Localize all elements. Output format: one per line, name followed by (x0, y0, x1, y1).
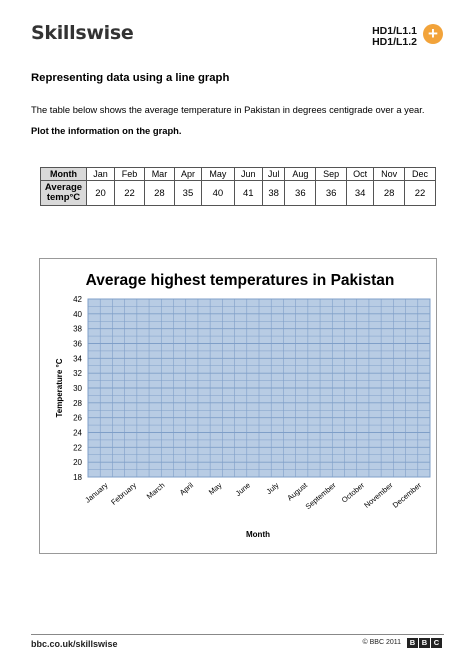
table-cell-temp: 22 (115, 181, 145, 206)
chart-y-tick-label: 30 (73, 384, 82, 393)
table-cell-temp: 36 (316, 181, 347, 206)
table-cell-temp: 20 (87, 181, 115, 206)
table-cell-month: Nov (374, 168, 405, 181)
chart-x-tick-label: February (109, 480, 139, 507)
chart-y-tick-label: 38 (73, 324, 82, 334)
chart-x-tick-label: October (339, 480, 367, 505)
chart-y-tick-label: 22 (73, 443, 82, 453)
table-cell-temp: 38 (262, 181, 285, 206)
table-cell-month: May (202, 168, 235, 181)
table-cell-month: Sep (316, 168, 347, 181)
worksheet-intro: The table below shows the average temperature in Pakistan in degrees centigrade over a year. (31, 104, 425, 115)
chart-y-tick-label: 36 (73, 339, 82, 349)
chart-title: Average highest temperatures in Pakistan (85, 272, 395, 289)
bbc-logo-block: C (431, 638, 442, 648)
table-cell-temp: 28 (374, 181, 405, 206)
chart-y-tick-label: 20 (73, 458, 82, 468)
chart-x-tick-label: July (264, 480, 281, 497)
footer-copyright: © BBC 2011 (362, 639, 401, 646)
table-header-month: Month (41, 168, 87, 181)
chart-y-tick-label: 42 (73, 295, 82, 304)
worksheet-title: Representing data using a line graph (31, 72, 230, 84)
table-cell-temp: 22 (405, 181, 436, 206)
bbc-logo (407, 638, 442, 648)
chart-y-tick-label: 26 (73, 413, 82, 423)
table-row-months (41, 168, 436, 181)
chart-x-tick-label: June (233, 480, 253, 498)
level-code-2: HD1/L1.2 (372, 36, 417, 48)
table-cell-temp: 34 (347, 181, 374, 206)
chart-x-tick-label: August (285, 480, 310, 503)
chart-x-tick-label: December (390, 480, 424, 510)
table-cell-temp: 35 (174, 181, 201, 206)
table-header-temp (41, 181, 87, 206)
table-cell-month: Jul (262, 168, 285, 181)
chart-x-tick-label: May (206, 480, 224, 497)
worksheet-instruction: Plot the information on the graph. (31, 125, 182, 136)
chart-y-tick-label: 40 (73, 309, 82, 319)
chart-y-tick-label: 18 (73, 473, 82, 482)
bbc-logo-block: B (419, 638, 430, 648)
chart-x-tick-label: March (144, 480, 167, 501)
level-code-1: HD1/L1.1 (372, 25, 417, 37)
table-header-temp-line1: Average (44, 182, 83, 193)
table-cell-month: Dec (405, 168, 436, 181)
chart-y-tick-label: 34 (73, 354, 82, 364)
chart-y-tick-label: 32 (73, 369, 82, 379)
table-cell-temp: 36 (285, 181, 316, 206)
table-cell-temp: 28 (145, 181, 175, 206)
table-row-temps (41, 181, 436, 206)
table-cell-month: Mar (145, 168, 175, 181)
table-cell-temp: 40 (202, 181, 235, 206)
plus-icon: + (423, 24, 443, 44)
level-codes (372, 26, 417, 48)
line-graph-chart[interactable] (40, 259, 438, 555)
table-cell-month: Feb (115, 168, 145, 181)
chart-x-tick-label: January (83, 480, 110, 505)
table-cell-month: Jun (234, 168, 262, 181)
skillswise-logo: Skillswise (31, 22, 134, 44)
temperature-table (40, 167, 436, 206)
table-cell-month: Apr (174, 168, 201, 181)
chart-y-axis-label: Temperature °C (55, 358, 64, 418)
table-cell-month: Aug (285, 168, 316, 181)
page-header (0, 0, 474, 58)
chart-x-axis-label: Month (246, 530, 270, 539)
chart-x-tick-label: April (177, 480, 196, 498)
table-cell-month: Oct (347, 168, 374, 181)
chart-y-tick-label: 28 (73, 398, 82, 408)
bbc-logo-block: B (407, 638, 418, 648)
table-cell-temp: 41 (234, 181, 262, 206)
chart-frame (39, 258, 437, 554)
chart-x-tick-label: September (303, 480, 338, 512)
chart-y-tick-label: 24 (73, 428, 82, 438)
footer-url[interactable]: bbc.co.uk/skillswise (31, 639, 118, 649)
table-cell-month: Jan (87, 168, 115, 181)
footer-divider (31, 634, 444, 635)
table-header-temp-line2: temp°C (46, 192, 81, 203)
chart-x-tick-label: November (362, 480, 395, 510)
